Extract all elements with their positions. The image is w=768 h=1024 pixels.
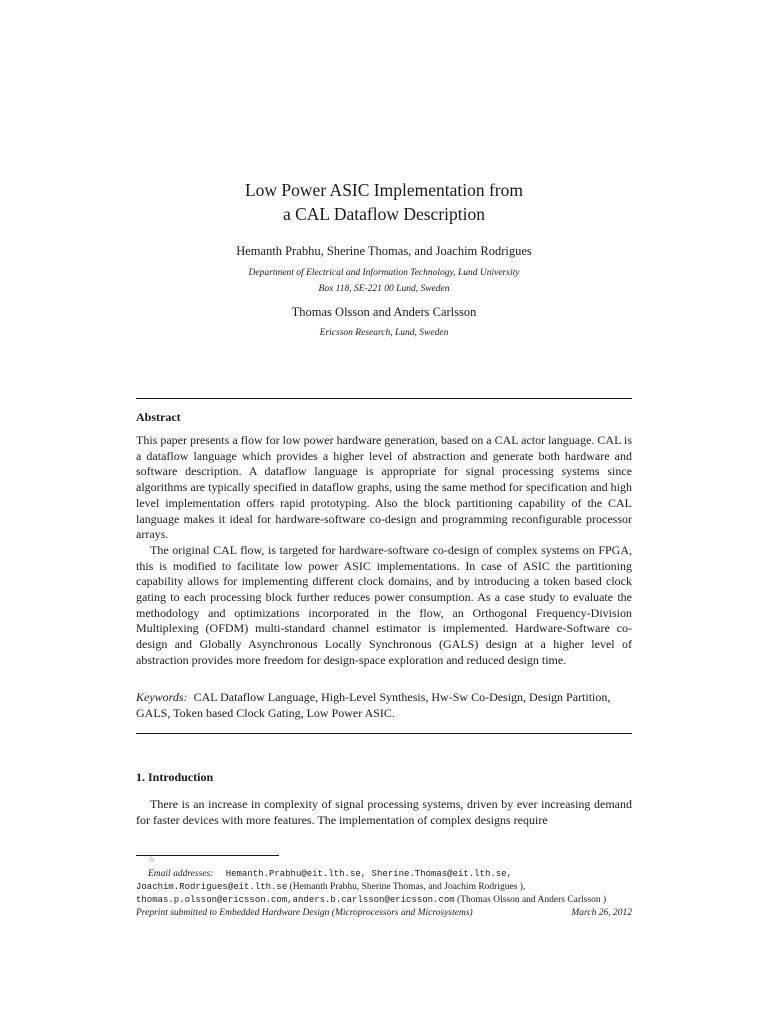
footnote-emails-3: thomas.p.olsson@ericsson.com,anders.b.carlsson@ericsson.com [136, 895, 455, 905]
keywords-label: Keywords: [136, 690, 188, 704]
footnote-label: Email addresses: [148, 869, 214, 879]
author-list-1: Hemanth Prabhu, Sherine Thomas, and Joachim Rodrigues [236, 244, 532, 258]
section-heading-introduction: 1. Introduction [136, 770, 214, 784]
footnote-emails-1: Hemanth.Prabhu@eit.lth.se, Sherine.Thomas@eit.lth.se, [225, 869, 512, 879]
abstract-bottom-rule [136, 733, 632, 734]
introduction-text: There is an increase in complexity of signal processing systems, driven by ever increasing demand for faster devices with more features. The implementation of complex designs require [136, 797, 632, 827]
keywords-text: CAL Dataflow Language, High-Level Synthesis, Hw-Sw Co-Design, Design Partition, GALS, Token based Clock Gating, Low Power ASIC. [136, 690, 611, 720]
affiliation-1 [136, 265, 632, 297]
affiliation-2: Ericsson Research, Lund, Sweden [319, 328, 449, 338]
footnote-names-1: (Hemanth Prabhu, Sherine Thomas, and Joachim Rodrigues ), [289, 882, 526, 892]
preprint-journal: Preprint submitted to Embedded Hardware Design (Microprocessors and Microsystems) [136, 908, 473, 918]
footnote-line-1 [136, 868, 632, 881]
footnote-line-2 [136, 881, 632, 894]
keywords [136, 690, 632, 721]
footnote-names-2: (Thomas Olsson and Anders Carlsson ) [457, 895, 607, 905]
paper-title [136, 178, 632, 226]
abstract-heading: Abstract [136, 410, 181, 424]
abstract-top-rule [136, 398, 632, 399]
affiliation-1-line-1: Department of Electrical and Information Technology, Lund University [248, 268, 520, 278]
title-line-1: Low Power ASIC Implementation from [244, 180, 524, 200]
author-list-2: Thomas Olsson and Anders Carlsson [291, 305, 477, 319]
title-line-2: a CAL Dataflow Description [282, 204, 485, 224]
paper-page [136, 0, 632, 1024]
footnote-line-3 [136, 894, 632, 907]
abstract-body [136, 433, 632, 669]
abstract-paragraph-2: The original CAL flow, is targeted for hardware-software co-design of complex systems on FPGA, this is modified to facilitate low power ASIC implementations. In case of ASIC the partitioning capability allows for implementing different clock domains, and by introducing a token based clock gating to each processing block further reduces power consumption. As a case study to evaluate the methodology and optimizations incorporated in the flow, an Orthogonal Frequency-Division Multiplexing (OFDM) multi-standard channel estimator is implemented. Hardware-Software co-design and Globally Asynchronous Locally Synchronous (GALS) design at a higher level of abstraction provides more freedom for design-space exploration and reduced design time. [136, 542, 632, 667]
footnote-emails-2: Joachim.Rodrigues@eit.lth.se [136, 882, 288, 892]
affiliation-1-line-2: Box 118, SE-221 00 Lund, Sweden [318, 284, 450, 294]
preprint-line [136, 908, 632, 918]
abstract-paragraph-1: This paper presents a flow for low power hardware generation, based on a CAL actor language. CAL is a dataflow language which provides a higher level of abstraction and generate both hardware and software description. A dataflow language is appropriate for signal processing systems since algorithms are typically specified in dataflow graphs, using the same method for specification and high level implementation offers rapid prototyping. Also the block partitioning capability of the CAL language makes it ideal for hardware-software co-design and programming reconfigurable processor arrays. [136, 433, 632, 542]
footnote-rule [136, 855, 279, 856]
footnote [136, 868, 632, 907]
footnote-marker: ☆ [148, 855, 156, 864]
preprint-date: March 26, 2012 [571, 908, 632, 918]
